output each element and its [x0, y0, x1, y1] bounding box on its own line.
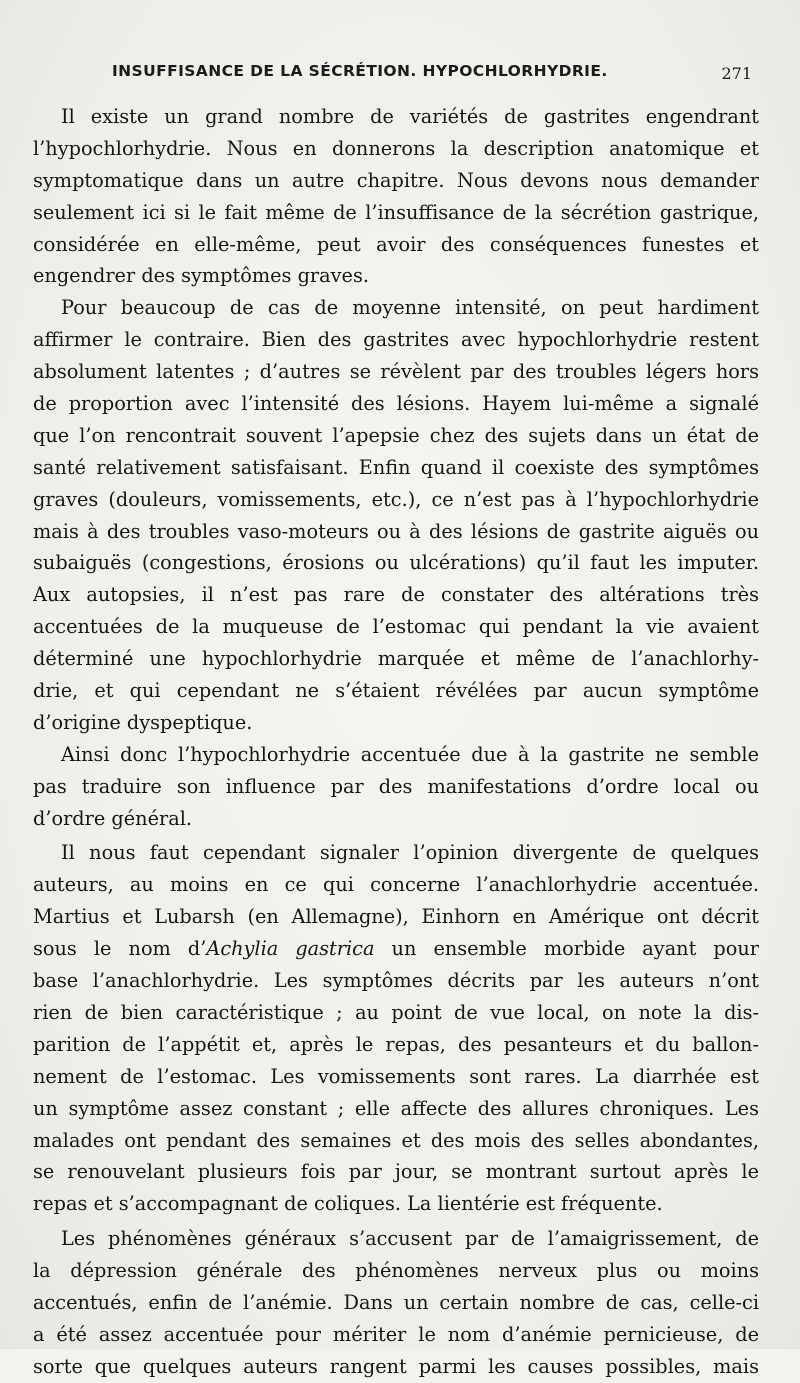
- text-line: affirmer le contraire. Bien des gastrites avec hypochlorhydrie restent: [33, 328, 759, 352]
- text-line: mais à des troubles vaso-moteurs ou à des lésions de gastrite aiguës ou: [33, 519, 759, 543]
- text-line: absolument latentes ; d’autres se révèlent par des troubles légers hors: [33, 360, 759, 384]
- text-line: Aux autopsies, il n’est pas rare de constater des altérations très: [33, 583, 759, 607]
- text-line: Ainsi donc l’hypochlorhydrie accentuée due à la gastrite ne semble: [61, 742, 759, 766]
- text-line: Martius et Lubarsh (en Allemagne), Einhorn en Amérique ont décrit: [33, 905, 759, 929]
- text-line-with-italic: [33, 933, 759, 965]
- text-line: engendrer des symptômes graves.: [33, 264, 369, 288]
- text-line: d’ordre général.: [33, 806, 192, 830]
- text-line: malades ont pendant des semaines et des mois des selles abondantes,: [33, 1128, 759, 1152]
- text-segment: un ensemble morbide ayant pour: [374, 937, 759, 961]
- text-line: base l’anachlorhydrie. Les symptômes décrits par les auteurs n’ont: [33, 969, 759, 993]
- text-line: subaiguës (congestions, érosions ou ulcérations) qu’il faut les imputer.: [33, 551, 759, 575]
- text-line: Pour beaucoup de cas de moyenne intensité, on peut hardiment: [61, 296, 759, 320]
- running-title: INSUFFISANCE DE LA SÉCRÉTION. HYPOCHLORHYDRIE.: [112, 62, 608, 80]
- page-number: 271: [721, 64, 752, 83]
- text-line: accentués, enfin de l’anémie. Dans un certain nombre de cas, celle-ci: [33, 1290, 759, 1314]
- text-line: drie, et qui cependant ne s’étaient révélées par aucun symptôme: [33, 679, 759, 703]
- text-line: la dépression générale des phénomènes nerveux plus ou moins: [33, 1259, 759, 1283]
- text-line: que l’on rencontrait souvent l’apepsie chez des sujets dans un état de: [33, 423, 759, 447]
- text-line: sorte que quelques auteurs rangent parmi les causes possibles, mais: [33, 1354, 759, 1378]
- page-header: [112, 62, 762, 88]
- text-line: nement de l’estomac. Les vomissements sont rares. La diarrhée est: [33, 1064, 759, 1088]
- text-line: de proportion avec l’intensité des lésions. Hayem lui-même a signalé: [33, 392, 759, 416]
- text-line: accentuées de la muqueuse de l’estomac qui pendant la vie avaient: [33, 615, 759, 639]
- text-line: rien de bien caractéristique ; au point de vue local, on note la dis-: [33, 1000, 759, 1024]
- text-line: l’hypochlorhydrie. Nous en donnerons la description anatomique et: [33, 136, 759, 160]
- text-line: d’origine dyspeptique.: [33, 710, 253, 734]
- text-line: Il existe un grand nombre de variétés de gastrites engendrant: [61, 105, 759, 128]
- text-line: parition de l’appétit et, après le repas, des pesanteurs et du ballon-: [33, 1032, 759, 1056]
- text-line: symptomatique dans un autre chapitre. Nous devons nous demander: [33, 168, 759, 192]
- text-line: pas traduire son influence par des manifestations d’ordre local ou: [33, 774, 759, 798]
- text-line: déterminé une hypochlorhydrie marquée et même de l’anachlorhy-: [33, 647, 759, 671]
- text-line: auteurs, au moins en ce qui concerne l’anachlorhydrie accentuée.: [33, 873, 759, 897]
- text-line: Il nous faut cependant signaler l’opinion divergente de quelques: [61, 841, 759, 865]
- text-line: seulement ici si le fait même de l’insuffisance de la sécrétion gastrique,: [33, 200, 759, 224]
- text-line: Les phénomènes généraux s’accusent par de l’amaigrissement, de: [61, 1227, 759, 1251]
- text-line: un symptôme assez constant ; elle affecte des allures chroniques. Les: [33, 1096, 759, 1120]
- text-line: a été assez accentuée pour mériter le nom d’anémie pernicieuse, de: [33, 1322, 759, 1346]
- text-line: considérée en elle-même, peut avoir des conséquences funestes et: [33, 232, 759, 256]
- text-line: repas et s’accompagnant de coliques. La lientérie est fréquente.: [33, 1192, 663, 1216]
- italic-term: Achylia gastrica: [206, 937, 375, 961]
- text-line: santé relativement satisfaisant. Enfin quand il coexiste des symptômes: [33, 455, 759, 479]
- text-line: graves (douleurs, vomissements, etc.), ce n’est pas à l’hypochlorhydrie: [33, 487, 759, 511]
- text-segment: sous le nom d’: [33, 937, 207, 961]
- body-text: [33, 101, 759, 1383]
- text-line: se renouvelant plusieurs fois par jour, se montrant surtout après le: [33, 1160, 759, 1184]
